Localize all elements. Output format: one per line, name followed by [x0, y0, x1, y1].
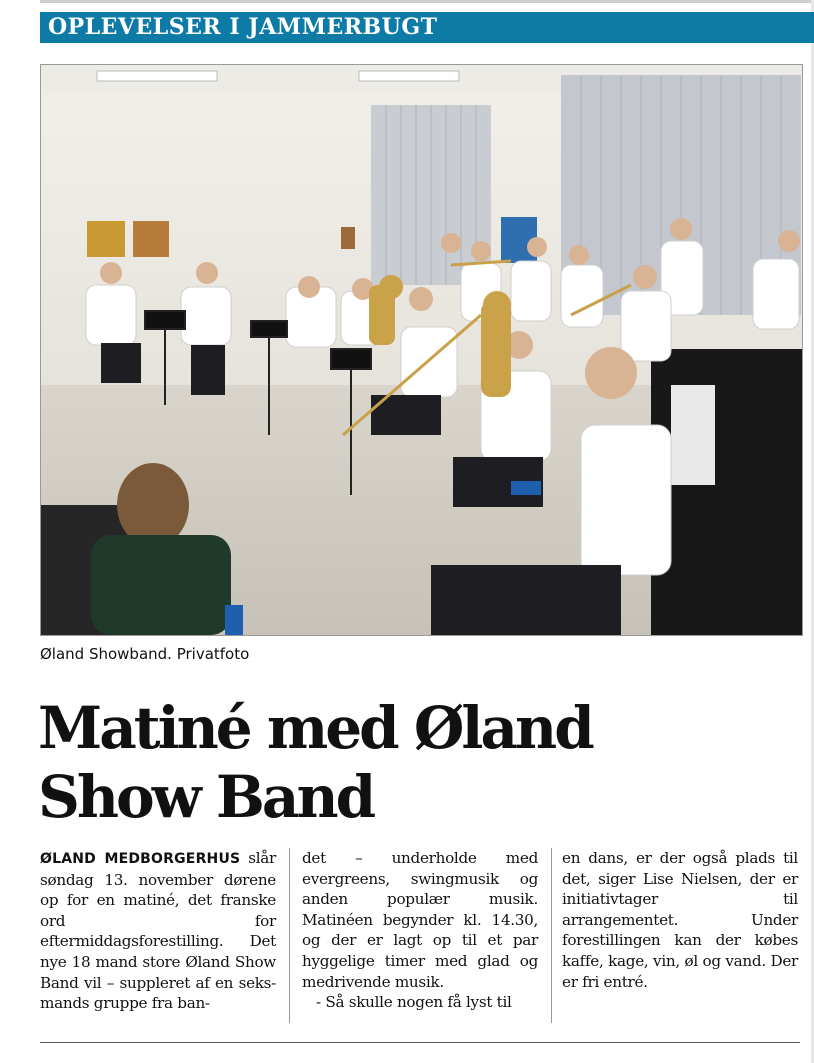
headline-line-2: Show Band [38, 763, 374, 831]
section-header [40, 12, 814, 43]
column-divider [289, 848, 290, 1023]
article-lead: ØLAND MEDBORGERHUS [40, 851, 241, 867]
article-column-1 [40, 848, 276, 1014]
top-rule [40, 0, 814, 3]
column-3-text: en dans, er der også plads til det, siger Lise Nielsen, der er initiativtager til arrangementet. Under forestillingen kan der købes kaffe, kage, vin, øl og vand. Der er fri entré. [562, 849, 798, 991]
section-title: OPLEVELSER I JAMMERBUGT [48, 14, 438, 40]
column-1-text: slår søndag 13. november dørene op for en matiné, det franske ord for eftermiddagsforestilling. Det nye 18 mand store Øland Show Band vil – suppleret af en seks-mands gruppe fra ban- [40, 849, 276, 1013]
column-divider [551, 848, 552, 1023]
column-2-quote: - Så skulle nogen få lyst til [316, 993, 512, 1012]
article-headline [38, 694, 778, 832]
article-column-2 [302, 848, 538, 1013]
bottom-rule [40, 1042, 800, 1043]
column-2-text: det – underholde med evergreens, swingmusik og anden populær musik. Matinéen begynder kl. 14.30, og der er lagt op til et par hyggelige timer med glad og medrivende musik. [302, 849, 538, 991]
headline-line-1: Matiné med Øland [38, 694, 592, 762]
band-photo [40, 64, 803, 636]
photo-caption: Øland Showband. Privatfoto [40, 645, 250, 663]
article-column-3 [562, 848, 798, 992]
